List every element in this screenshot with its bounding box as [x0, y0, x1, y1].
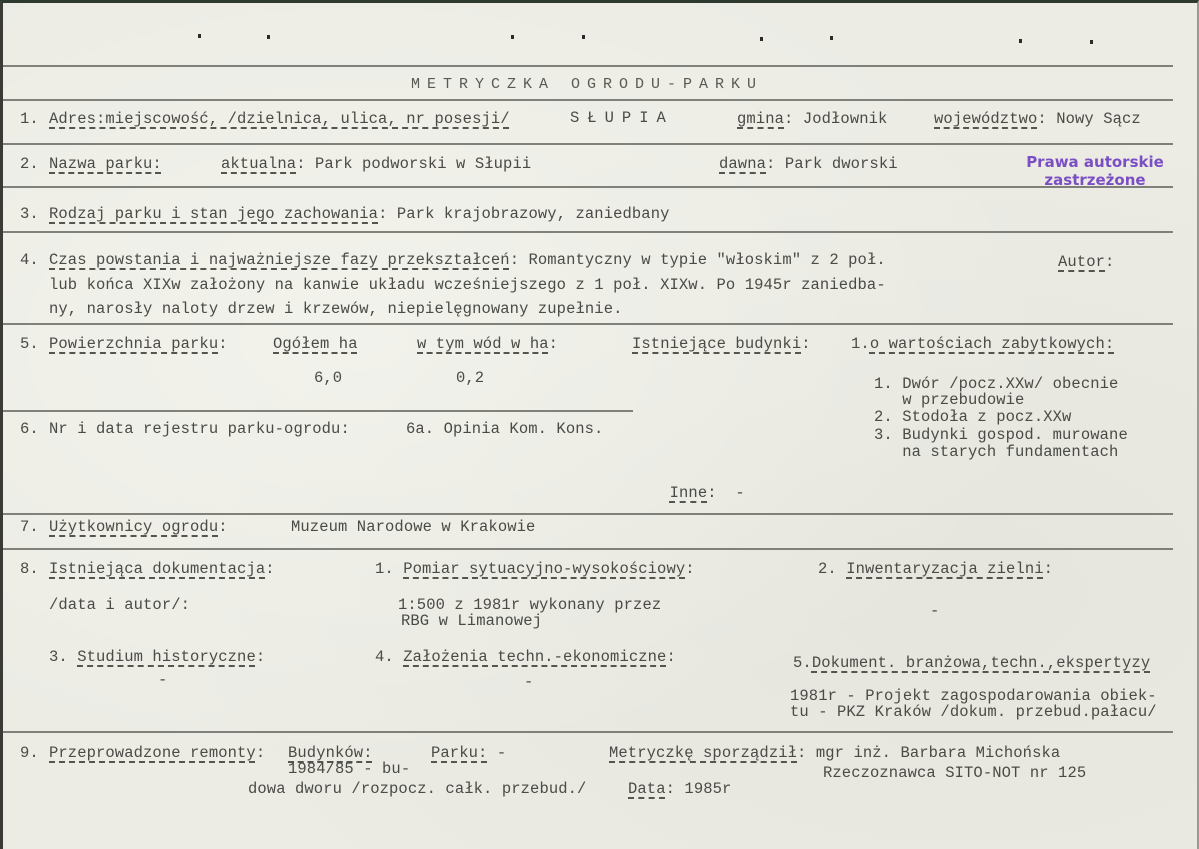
- voivodeship-value: : Nowy Sącz: [1037, 110, 1141, 128]
- gmina-value: : Jodłownik: [784, 110, 888, 128]
- buildings-field: [632, 335, 811, 353]
- author-colon: :: [1105, 253, 1115, 271]
- doc-5-label: Dokument. branżowa,techn.,ekspertyzy: [811, 654, 1151, 672]
- section-4-number: 4.: [20, 251, 39, 269]
- rule: [3, 731, 1173, 733]
- doc-5-number: 5.: [793, 654, 812, 672]
- gmina-label: gmina: [737, 110, 785, 128]
- building-list-item: 1. Dwór /pocz.XXw/ obecnie: [874, 375, 1119, 393]
- date-field: [628, 780, 731, 798]
- water-area-colon: :: [548, 335, 559, 353]
- stamp-line-1: Prawa autorskie: [1026, 153, 1164, 171]
- perforation-mark: [198, 34, 201, 38]
- doc-3-colon: :: [255, 648, 266, 666]
- perforation-mark: [511, 35, 514, 39]
- rule: [3, 65, 1173, 67]
- renovations-park-field: [431, 744, 506, 762]
- section-5-number: 5.: [20, 335, 39, 353]
- rule: [3, 548, 1173, 550]
- renovations-buildings-label: Budynków:: [288, 744, 373, 762]
- page-title: METRYCZKA OGRODU-PARKU: [411, 76, 764, 93]
- park-type-value: : Park krajobrazowy, zaniedbany: [378, 205, 670, 223]
- author-field: [1058, 253, 1114, 271]
- water-area-value: 0,2: [456, 369, 485, 387]
- section-9-number: 9.: [20, 744, 39, 762]
- history-line-2: lub końca XIXw założony na kanwie układu wcześniejszego z 1 poł. XIXw. Po 1945r zaniedba-: [49, 276, 886, 294]
- section-8-subtitle: /data i autor/:: [49, 596, 191, 614]
- former-name-value: : Park dworski: [766, 155, 898, 173]
- section-8-number: 8.: [20, 560, 39, 578]
- prepared-by-value: : mgr inż. Barbara Michońska: [797, 744, 1061, 762]
- renovations-buildings-line-1: 1984/85 - bu-: [288, 760, 411, 778]
- section-9-colon: :: [255, 744, 266, 762]
- author-label: Autor: [1058, 253, 1106, 271]
- voivodeship-label: województwo: [934, 110, 1038, 128]
- buildings-colon: :: [801, 335, 811, 353]
- doc-4-number: 4.: [375, 648, 394, 666]
- doc-2-number: 2.: [818, 560, 837, 578]
- prepared-by-label: Metryczkę sporządził: [609, 744, 798, 762]
- perforation-mark: [1090, 40, 1093, 44]
- register-value: 6a. Opinia Kom. Kons.: [406, 420, 604, 438]
- perforation-mark: [1019, 39, 1022, 43]
- doc-1-colon: :: [685, 560, 695, 578]
- doc-1-number: 1.: [375, 560, 394, 578]
- section-4-label: Czas powstania i najważniejsze fazy przekształceń: [49, 251, 510, 269]
- section-3-label: Rodzaj parku i stan jego zachowania: [49, 205, 379, 223]
- other-buildings-value: : -: [707, 484, 745, 502]
- prepared-by-field: [609, 744, 1060, 762]
- section-3-number: 3.: [20, 205, 39, 223]
- copyright-stamp: [1015, 153, 1175, 189]
- heritage-buildings-field: [851, 335, 1114, 353]
- doc-2-label: Inwentaryzacja zielni: [846, 560, 1044, 578]
- building-list-item: 3. Budynki gospod. murowane: [874, 426, 1128, 444]
- doc-1-line-1: 1:500 z 1981r wykonany przez: [398, 596, 662, 614]
- doc-3-value: -: [158, 671, 168, 689]
- rule: [3, 186, 1173, 188]
- gmina-field: [737, 110, 887, 128]
- section-6-number: 6.: [20, 420, 39, 438]
- locality-value: SŁUPIA: [570, 109, 674, 127]
- section-8-colon: :: [265, 560, 275, 578]
- building-list-item: 2. Stodoła z pocz.XXw: [874, 408, 1072, 426]
- section-2-number: 2.: [20, 155, 39, 173]
- section-9-label: Przeprowadzone remonty: [49, 744, 256, 762]
- doc-1-label: Pomiar sytuacyjno-wysokościowy: [403, 560, 686, 578]
- section-7-number: 7.: [20, 518, 39, 536]
- other-buildings-field: [632, 466, 745, 520]
- renovations-park-label: Parku:: [431, 744, 488, 762]
- section-5-colon: :: [218, 335, 228, 353]
- total-area-value: 6,0: [314, 369, 343, 387]
- heritage-label: o wartościach zabytkowych:: [869, 335, 1115, 353]
- section-1-number: 1.: [20, 110, 39, 128]
- current-name-field: [221, 155, 531, 173]
- water-area-field: [417, 335, 558, 353]
- users-value: Muzeum Narodowe w Krakowie: [291, 518, 536, 536]
- rule: [3, 231, 1173, 233]
- rule: [3, 513, 1173, 515]
- perforation-mark: [267, 35, 270, 39]
- former-name-field: [719, 155, 898, 173]
- former-name-label: dawna: [719, 155, 767, 173]
- doc-5-line-1: 1981r - Projekt zagospodarowania obiek-: [790, 687, 1157, 705]
- doc-3-label: Studium historyczne: [77, 648, 256, 666]
- history-line-3: ny, narosły naloty drzew i krzewów, niepielęgnowany zupełnie.: [49, 300, 623, 318]
- perforation-mark: [582, 35, 585, 39]
- section-7-colon: :: [218, 518, 228, 536]
- section-2-label: Nazwa parku:: [49, 155, 162, 173]
- doc-4-label: Założenia techn.-ekonomiczne: [403, 648, 667, 666]
- building-list-item: na starych fundamentach: [874, 443, 1119, 461]
- doc-5-line-2: tu - PKZ Kraków /dokum. przebud.pałacu/: [790, 703, 1157, 721]
- heritage-prefix: 1.: [851, 335, 870, 353]
- section-4-line-1: [49, 251, 886, 269]
- section-7-label: Użytkownicy ogrodu: [49, 518, 219, 536]
- section-6-label: Nr i data rejestru parku-ogrodu:: [49, 420, 350, 438]
- section-5-field: [49, 335, 228, 353]
- date-label: Data: [628, 780, 666, 798]
- date-value: : 1985r: [665, 780, 732, 798]
- voivodeship-field: [934, 110, 1141, 128]
- buildings-label: Istniejące budynki: [632, 335, 802, 353]
- building-list-item: w przebudowie: [874, 391, 1025, 409]
- perforation-mark: [760, 37, 763, 41]
- doc-1-line-2: RBG w Limanowej: [401, 612, 543, 630]
- other-buildings-label: Inne: [669, 484, 708, 502]
- water-area-label: w tym wód w ha: [417, 335, 549, 353]
- doc-4-colon: :: [666, 648, 676, 666]
- perforation-mark: [830, 36, 833, 40]
- rule: [3, 323, 1173, 325]
- section-7-field: [49, 518, 228, 536]
- renovations-park-value: -: [487, 744, 507, 762]
- section-8-field: [49, 560, 275, 578]
- current-name-label: aktualna: [221, 155, 297, 173]
- renovations-buildings-line-2: dowa dworu /rozpocz. całk. przebud./: [248, 780, 587, 798]
- rule: [3, 143, 1173, 145]
- history-line-1: : Romantyczny w typie "włoskim" z 2 poł.: [509, 251, 886, 269]
- doc-5-field: [793, 654, 1150, 672]
- section-8-label: Istniejąca dokumentacja: [49, 560, 266, 578]
- total-area-label: Ogółem ha: [273, 335, 358, 353]
- rule: [3, 410, 633, 412]
- doc-4-field: [375, 648, 676, 666]
- doc-2-field: [818, 560, 1053, 578]
- doc-2-colon: :: [1043, 560, 1054, 578]
- section-3-field: [49, 205, 670, 223]
- doc-1-field: [375, 560, 695, 578]
- rule: [3, 99, 1173, 101]
- stamp-line-2: zastrzeżone: [1044, 171, 1146, 189]
- doc-3-number: 3.: [49, 648, 68, 666]
- doc-4-value: -: [524, 673, 534, 691]
- section-9-field: [49, 744, 265, 762]
- prepared-by-credentials: Rzeczoznawca SITO-NOT nr 125: [823, 764, 1087, 782]
- doc-2-value: -: [930, 602, 940, 620]
- doc-3-field: [49, 648, 265, 666]
- section-5-label: Powierzchnia parku: [49, 335, 219, 353]
- section-1-label: Adres:miejscowość, /dzielnica, ulica, nr posesji/: [49, 110, 510, 128]
- current-name-value: : Park podworski w Słupii: [296, 155, 532, 173]
